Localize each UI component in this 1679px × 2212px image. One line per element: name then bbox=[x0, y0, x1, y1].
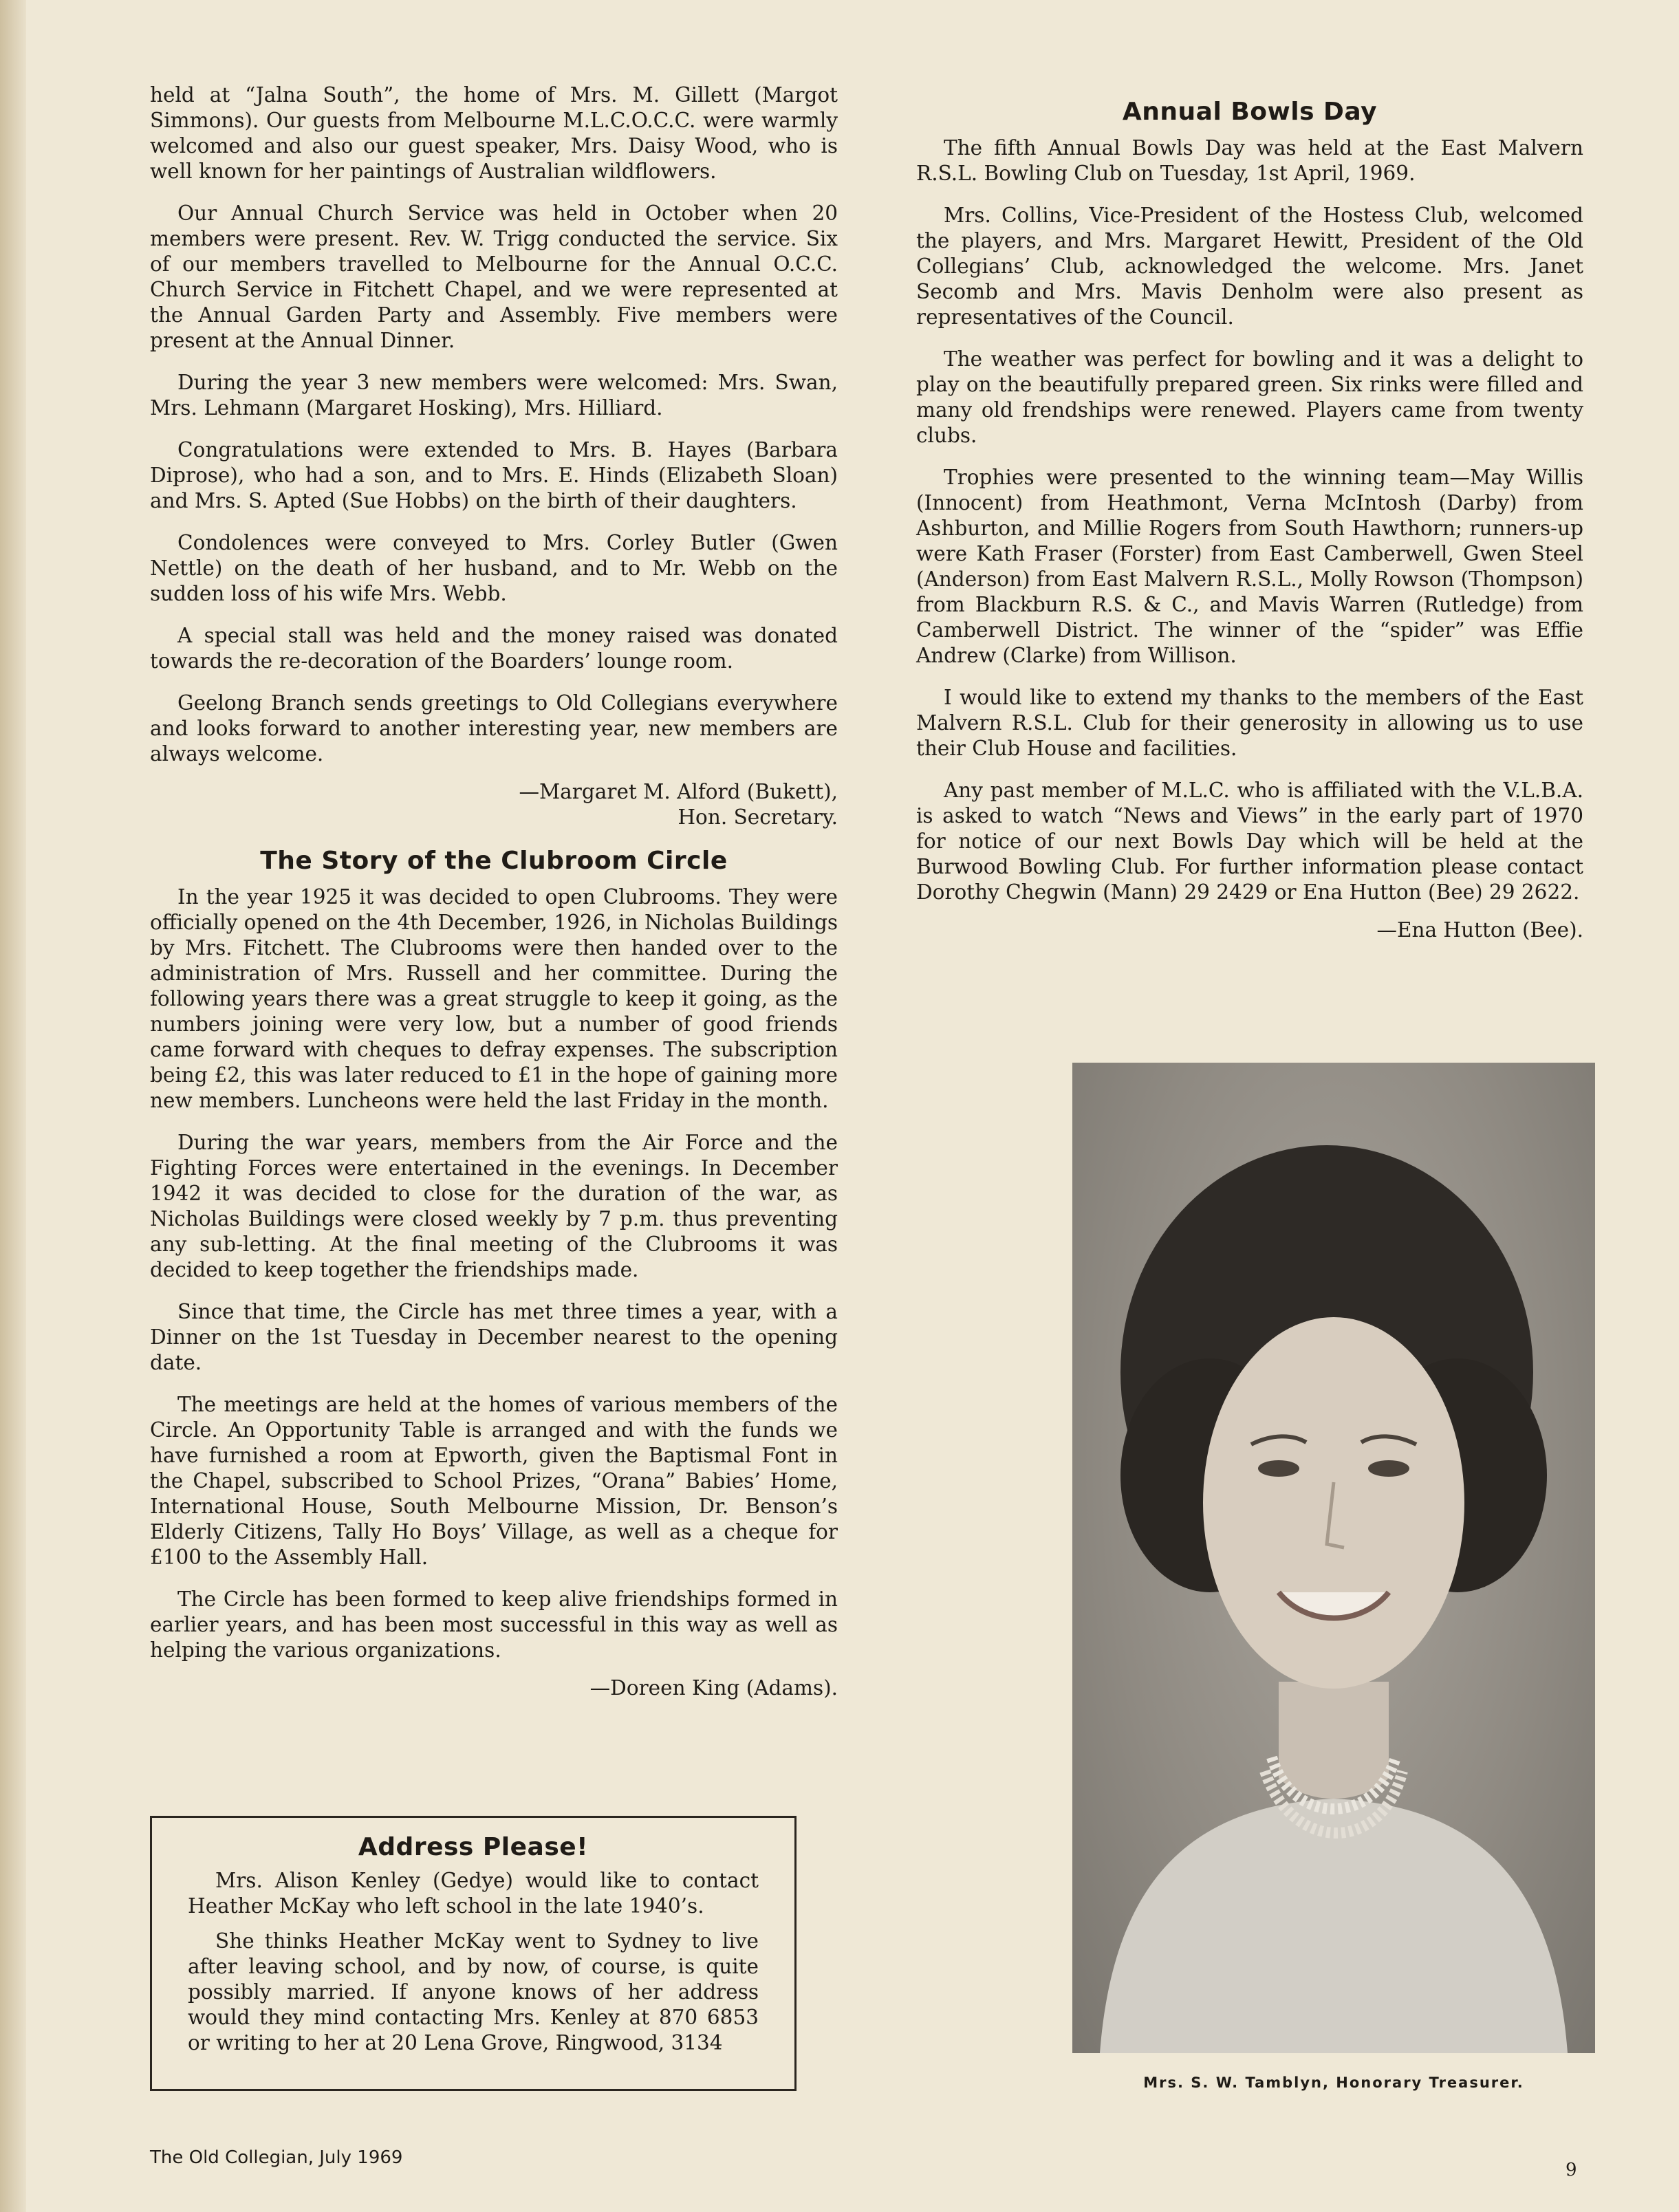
geelong-paragraph-7: Geelong Branch sends greetings to Old Collegians everywhere and looks forward to another interesting year, new members are always welcome. bbox=[150, 691, 838, 766]
geelong-paragraph-3: During the year 3 new members were welcomed: Mrs. Swan, Mrs. Lehmann (Margaret Hosking), Mrs. Hilliard. bbox=[150, 371, 838, 420]
left-column bbox=[150, 83, 838, 1717]
clubroom-paragraph-5: The Circle has been formed to keep alive friendships formed in earlier years, and has been most successful in this way as well as helping the various organizations. bbox=[150, 1587, 838, 1662]
right-column bbox=[916, 83, 1583, 959]
bowls-heading: Annual Bowls Day bbox=[1122, 98, 1378, 126]
bowls-paragraph-4: Trophies were presented to the winning team—May Willis (Innocent) from Heathmont, Verna McIntosh (Darby) from Ashburton, and Millie Rogers from South Hawthorn; runners-up were Kath Fraser (Forster) from East Camberwell, Gwen Steel (Anderson) from East Malvern R.S.L., Molly Rowson (Thompson) from Blackburn R.S. & C., and Mavis Warren (Rutledge) from Camberwell District. The winner of the “spider” was Effie Andrew (Clarke) from Willison. bbox=[916, 466, 1583, 667]
bowls-signature: —Ena Hutton (Bee). bbox=[1376, 918, 1583, 942]
bowls-paragraph-5: I would like to extend my thanks to the members of the East Malvern R.S.L. Club for their generosity in allowing us to use their Club House and facilities. bbox=[916, 686, 1583, 760]
bowls-paragraph-3: The weather was perfect for bowling and it was a delight to play on the beautifully prepared green. Six rinks were filled and many old frendships were renewed. Players came from twenty clubs. bbox=[916, 347, 1583, 447]
clubroom-paragraph-1: In the year 1925 it was decided to open Clubrooms. They were officially opened on the 4th December, 1926, in Nicholas Buildings by Mrs. Fitchett. The Clubrooms were then handed over to the administration of Mrs. Russell and her committee. During the following years there was a great struggle to keep it going, as the numbers joining were very low, but a number of good friends came forward with cheques to defray expenses. The subscription being £2, this was later reduced to £1 in the hope of gaining more new members. Luncheons were held the last Friday in the month. bbox=[150, 885, 838, 1112]
bowls-paragraph-2: Mrs. Collins, Vice-President of the Hostess Club, welcomed the players, and Mrs. Margaret Hewitt, President of the Old Collegians’ Club, acknowledged the welcome. Mrs. Janet Secomb and Mrs. Mavis Denholm were also present as representatives of the Council. bbox=[916, 204, 1583, 329]
clubroom-paragraph-3: Since that time, the Circle has met three times a year, with a Dinner on the 1st Tuesday in December nearest to the opening date. bbox=[150, 1300, 838, 1374]
bowls-paragraph-1: The fifth Annual Bowls Day was held at the East Malvern R.S.L. Bowling Club on Tuesday, 1st April, 1969. bbox=[916, 136, 1583, 185]
publication-footer: The Old Collegian, July 1969 bbox=[150, 2147, 403, 2168]
portrait-photo bbox=[1072, 1063, 1595, 2053]
geelong-paragraph-2: Our Annual Church Service was held in October when 20 members were present. Rev. W. Trigg conducted the service. Six of our members travelled to Melbourne for the Annual O.C.C. Church Service in Fitchett Chapel, and we were represented at the Annual Garden Party and Assembly. Five members were present at the Annual Dinner. bbox=[150, 202, 838, 352]
geelong-paragraph-5: Condolences were conveyed to Mrs. Corley Butler (Gwen Nettle) on the death of her husband, and to Mr. Webb on the sudden loss of his wife Mrs. Webb. bbox=[150, 531, 838, 605]
portrait-illustration bbox=[1072, 1063, 1595, 2053]
geelong-paragraph-4: Congratulations were extended to Mrs. B. Hayes (Barbara Diprose), who had a son, and to Mrs. E. Hinds (Elizabeth Sloan) and Mrs. S. Apted (Sue Hobbs) on the birth of their daughters. bbox=[150, 438, 838, 512]
clubroom-signature: —Doreen King (Adams). bbox=[589, 1676, 838, 1700]
geelong-signature bbox=[150, 779, 838, 830]
geelong-signature-name: —Margaret M. Alford (Bukett), bbox=[519, 780, 838, 803]
bowls-paragraph-6: Any past member of M.L.C. who is affiliated with the V.L.B.A. is asked to watch “News and Views” in the early part of 1970 for notice of our next Bowls Day which will be held at the Burwood Bowling Club. For further information please contact Dorothy Chegwin (Mann) 29 2429 or Ena Hutton (Bee) 29 2622. bbox=[916, 779, 1583, 904]
clubroom-paragraph-4: The meetings are held at the homes of various members of the Circle. An Opportunity Table is arranged and with the funds we have furnished a room at Epworth, given the Baptismal Font in the Chapel, subscribed to School Prizes, “Orana” Babies’ Home, International House, South Melbourne Mission, Dr. Benson’s Elderly Citizens, Tally Ho Boys’ Village, as well as a cheque for £100 to the Assembly Hall. bbox=[150, 1393, 838, 1569]
address-paragraph-1: Mrs. Alison Kenley (Gedye) would like to contact Heather McKay who left school in the late 1940’s. bbox=[188, 1869, 759, 1918]
page-number: 9 bbox=[1566, 2160, 1577, 2180]
clubroom-paragraph-2: During the war years, members from the Air Force and the Fighting Forces were entertained in the evenings. In December 1942 it was decided to close for the duration of the war, as Nicholas Buildings were closed weekly by 7 p.m. thus preventing any sub-letting. At the final meeting of the Clubrooms it was decided to keep together the friendships made. bbox=[150, 1131, 838, 1281]
address-heading: Address Please! bbox=[358, 1833, 589, 1861]
clubroom-heading: The Story of the Clubroom Circle bbox=[260, 847, 728, 875]
photo-caption: Mrs. S. W. Tamblyn, Honorary Treasurer. bbox=[1143, 2074, 1524, 2091]
geelong-paragraph-6: A special stall was held and the money raised was donated towards the re-decoration of the Boarders’ lounge room. bbox=[150, 624, 838, 673]
geelong-signature-title: Hon. Secretary. bbox=[678, 805, 838, 829]
address-paragraph-2: She thinks Heather McKay went to Sydney to live after leaving school, and by now, of course, is quite possibly married. If anyone knows of her address would they mind contacting Mrs. Kenley at 870 6853 or writing to her at 20 Lena Grove, Ringwood, 3134 bbox=[188, 1929, 759, 2054]
page-binding-edge bbox=[0, 0, 26, 2212]
address-please-box bbox=[150, 1816, 797, 2091]
geelong-paragraph-1: held at “Jalna South”, the home of Mrs. M. Gillett (Margot Simmons). Our guests from Melbourne M.L.C.O.C.C. were warmly welcomed and also our guest speaker, Mrs. Daisy Wood, who is well known for her paintings of Australian wildflowers. bbox=[150, 83, 838, 183]
